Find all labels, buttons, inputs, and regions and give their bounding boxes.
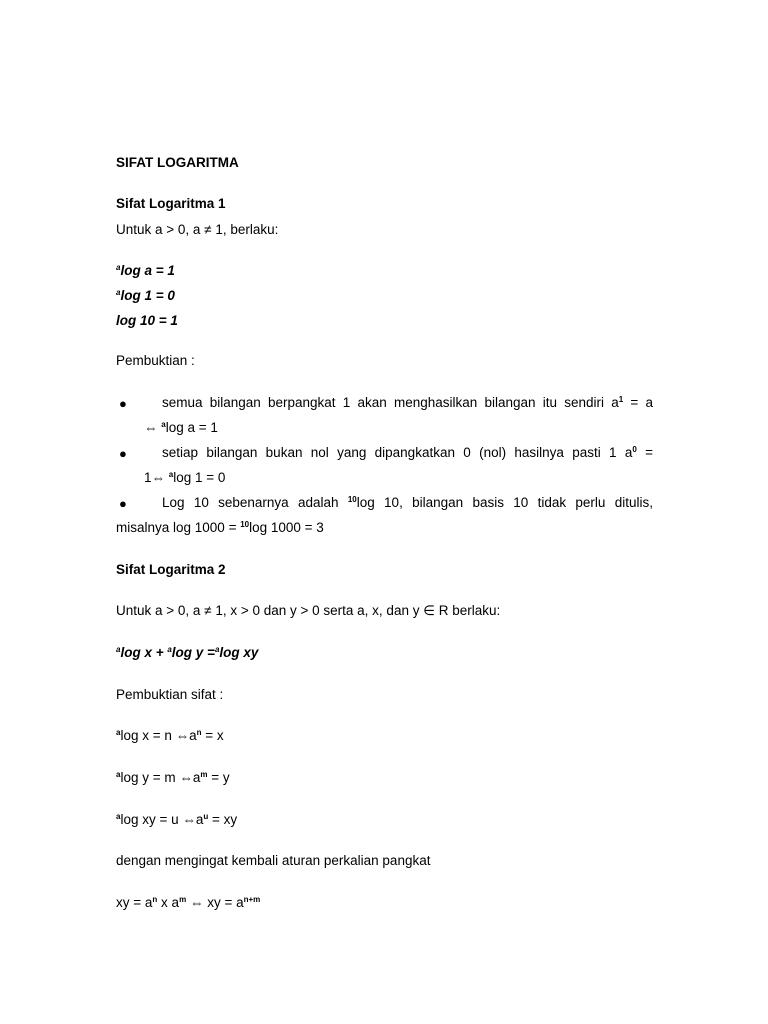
bullet-1-text: semua bilangan berpangkat 1 akan menghasilkan bilangan itu sendiri a: [162, 395, 619, 410]
proof-label-2: Pembuktian sifat :: [116, 687, 224, 702]
formula-2-text: log 1 = 0: [120, 288, 175, 303]
equation-2-end: = y: [207, 770, 230, 785]
equation-2-text: log y = m ⇔a: [120, 770, 201, 785]
equation-2-base: a: [116, 770, 121, 779]
formula-2: [116, 288, 175, 304]
equation-4: [116, 895, 260, 911]
bullet-2-line-2: [144, 470, 653, 486]
equation-1-end: = x: [201, 728, 224, 743]
bullet-1-base: a: [161, 420, 166, 429]
bullet-1-line-1: [144, 395, 653, 411]
bullet-2-formula: log 1 = 0: [173, 470, 226, 485]
bullet-1-sup: 1: [618, 395, 624, 404]
equation-2: [116, 770, 230, 786]
equation-4-exp-3: n+m: [243, 895, 261, 904]
equation-1-base: a: [116, 728, 121, 737]
equation-3-end: = xy: [208, 812, 238, 827]
equation-1-exp: n: [196, 728, 202, 737]
bullet-3-text-a: Log 10 sebenarnya adalah: [162, 495, 348, 510]
bullet-2-end: =: [636, 445, 653, 460]
formula-sum-part-1: log x +: [120, 645, 168, 660]
bullet-2-text: setiap bilangan bukan nol yang dipangkatkan 0 (nol) hasilnya pasti 1 a: [162, 445, 633, 460]
section-2-heading: Sifat Logaritma 2: [116, 562, 226, 577]
formula-sum-part-3: log xy: [219, 645, 259, 660]
bullet-3-line-2: [116, 520, 324, 536]
bullet-icon: ●: [119, 496, 127, 511]
bullet-3-text-c: misalnya log 1000 =: [116, 520, 241, 535]
equation-3-exp: u: [203, 812, 209, 821]
bullet-2-base: a: [168, 470, 174, 479]
bullet-2-line-1: [144, 445, 653, 461]
bullet-3-text-d: log 1000 = 3: [249, 520, 324, 535]
section-1-heading: Sifat Logaritma 1: [116, 196, 226, 211]
bullet-2-arrow: 1⇔: [144, 470, 169, 485]
bullet-icon: ●: [119, 396, 127, 411]
equation-4-text-b: x a: [157, 895, 180, 910]
bullet-1-end: = a: [623, 395, 653, 410]
equation-4-text-a: xy = a: [116, 895, 153, 910]
note-text: dengan mengingat kembali aturan perkalian pangkat: [116, 853, 431, 868]
formula-1: [116, 263, 175, 279]
bullet-3-sup-2: 10: [240, 520, 250, 529]
equation-4-exp-1: n: [152, 895, 158, 904]
bullet-3-sup: 10: [347, 495, 357, 504]
formula-sum-part-2: log y =: [171, 645, 215, 660]
equation-1: [116, 728, 224, 744]
formula-sum-base-2: a: [167, 645, 172, 654]
formula-2-base: a: [116, 288, 121, 297]
equation-1-text: log x = n ⇔a: [120, 728, 197, 743]
formula-sum-base-3: a: [214, 645, 220, 654]
bullet-1-arrow: ⇔: [144, 420, 162, 435]
section-1-condition: Untuk a > 0, a ≠ 1, berlaku:: [116, 222, 279, 237]
formula-sum: [116, 645, 258, 661]
bullet-3-text-b: log 10, bilangan basis 10 tidak perlu ditulis,: [356, 495, 653, 510]
equation-4-exp-2: m: [179, 895, 187, 904]
equation-3-text: log xy = u ⇔a: [120, 812, 204, 827]
bullet-3-line-1: [144, 495, 653, 511]
section-2-condition: Untuk a > 0, a ≠ 1, x > 0 dan y > 0 serta a, x, dan y ∈ R berlaku:: [116, 603, 501, 618]
proof-label-1: Pembuktian :: [116, 353, 195, 368]
bullet-1-line-2: [144, 420, 653, 436]
bullet-icon: ●: [119, 446, 127, 461]
formula-3: log 10 = 1: [116, 313, 178, 328]
equation-3-base: a: [116, 812, 121, 821]
equation-2-exp: m: [200, 770, 208, 779]
bullet-2-sup: 0: [632, 445, 637, 454]
bullet-1-formula: log a = 1: [165, 420, 218, 435]
equation-4-text-c: ⇔ xy = a: [186, 895, 244, 910]
formula-1-text: log a = 1: [120, 263, 175, 278]
formula-1-base: a: [116, 263, 121, 272]
formula-sum-base-1: a: [116, 645, 121, 654]
equation-3: [116, 812, 237, 828]
page-title: SIFAT LOGARITMA: [116, 155, 239, 170]
